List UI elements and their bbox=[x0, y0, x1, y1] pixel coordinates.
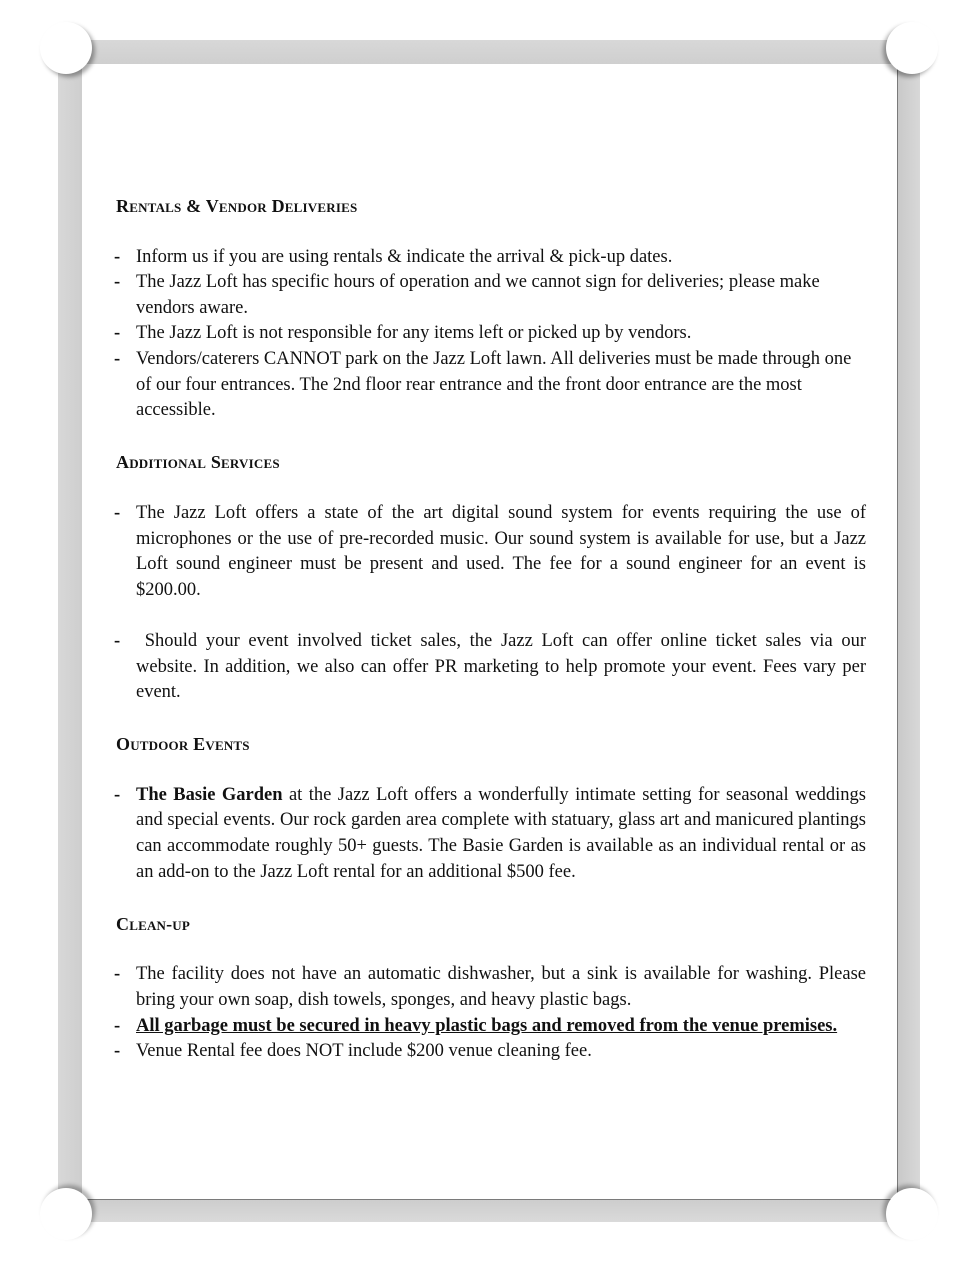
list-item: - The facility does not have an automatic dishwasher, but a sink is available for washing. Please bring your own soap, dish towels, sponges, and heavy plastic bags. bbox=[114, 964, 866, 1011]
frame-left-border bbox=[58, 40, 82, 1222]
dash-bullet-icon: - bbox=[114, 348, 121, 369]
frame-corner-bottom-left bbox=[40, 1188, 92, 1240]
document-content bbox=[114, 193, 871, 1065]
basie-garden-name: The Basie Garden bbox=[136, 784, 283, 805]
outdoor-events-list bbox=[116, 783, 866, 885]
section-title-additional-services: Additional Services bbox=[116, 452, 280, 473]
additional-services-list bbox=[116, 501, 866, 603]
dash-bullet-icon: - bbox=[114, 323, 121, 344]
frame-top-border bbox=[58, 40, 920, 64]
frame-corner-bottom-right bbox=[886, 1188, 938, 1240]
list-item: - Vendors/caterers CANNOT park on the Jazz Loft lawn. All deliveries must be made through one of our four entrances. The 2nd floor rear entrance and the front door entrance are the most accessible. bbox=[114, 348, 852, 421]
section-title-clean-up: Clean-up bbox=[116, 913, 191, 934]
frame-corner-top-right bbox=[886, 22, 938, 74]
dash-bullet-icon: - bbox=[114, 964, 121, 985]
rentals-list bbox=[116, 245, 866, 424]
list-item: - Inform us if you are using rentals & indicate the arrival & pick-up dates. bbox=[116, 245, 866, 271]
dash-bullet-icon: - bbox=[114, 272, 121, 293]
dash-bullet-icon: - bbox=[114, 784, 121, 805]
list-item: - The Basie Garden at the Jazz Loft offers a wonderfully intimate setting for seasonal weddings and special events. Our rock garden area complete with statuary, glass art and manicured plantings can accommodate roughly 50+ guests. The Basie Garden is available as an individual rental or as an add-on to the Jazz Loft rental for an additional $500 fee. bbox=[114, 784, 867, 882]
list-item: - Venue Rental fee does NOT include $200 venue cleaning fee. bbox=[116, 1039, 866, 1065]
dash-bullet-icon: - bbox=[114, 1041, 121, 1062]
list-item: - The Jazz Loft offers a state of the art digital sound system for events requiring the use of microphones or the use of pre-recorded music. Our sound system is available for use, but a Jazz Loft sound engineer must be present and used. The fee for a sound engineer for an event is $200.00. bbox=[114, 502, 866, 600]
dash-bullet-icon: - bbox=[114, 1015, 121, 1036]
clean-up-list bbox=[116, 962, 866, 1064]
list-item: - The Jazz Loft is not responsible for any items left or picked up by vendors. bbox=[116, 321, 866, 347]
list-item: - Should your event involved ticket sales, the Jazz Loft can offer online ticket sales via our website. In addition, we also can offer PR marketing to help promote your event. Fees vary per event. bbox=[114, 630, 871, 703]
dash-bullet-icon: - bbox=[114, 502, 121, 523]
section-title-rentals: Rentals & Vendor Deliveries bbox=[116, 196, 358, 216]
list-item: - The Jazz Loft has specific hours of operation and we cannot sign for deliveries; please make vendors aware. bbox=[114, 272, 820, 318]
dash-bullet-icon: - bbox=[114, 246, 121, 267]
section-title-outdoor-events: Outdoor Events bbox=[116, 734, 250, 755]
garbage-notice: All garbage must be secured in heavy plastic bags and removed from the venue premises. bbox=[136, 1015, 838, 1036]
frame-right-border bbox=[898, 40, 920, 1222]
dash-bullet-icon: - bbox=[114, 630, 121, 651]
list-item bbox=[116, 1014, 866, 1040]
frame-bottom-border bbox=[58, 1200, 920, 1222]
additional-services-list-2 bbox=[114, 629, 871, 706]
frame-corner-top-left bbox=[40, 22, 92, 74]
